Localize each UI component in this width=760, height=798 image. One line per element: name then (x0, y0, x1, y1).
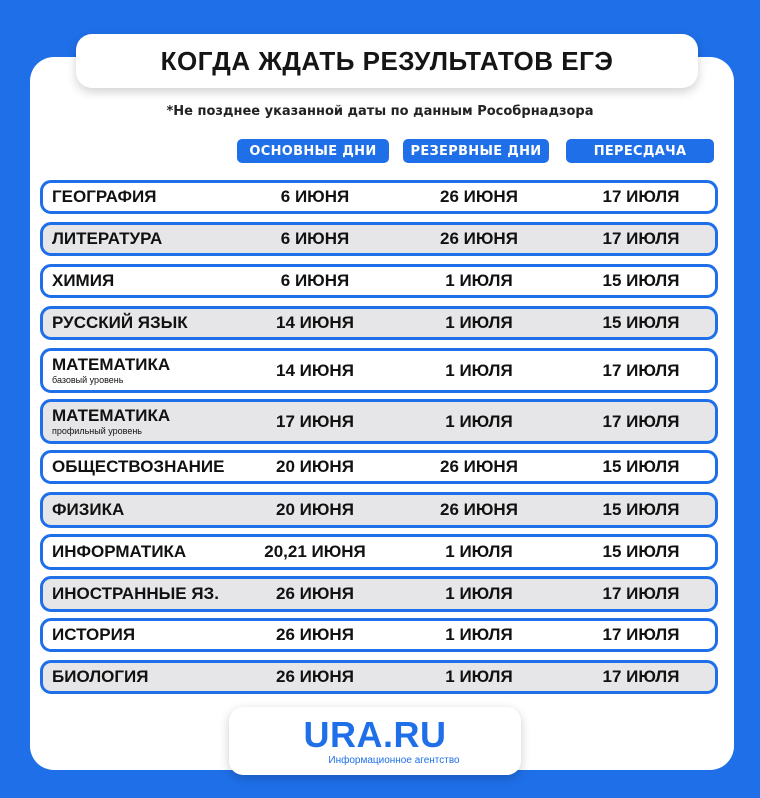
main-date-cell: 20 ИЮНЯ (276, 457, 354, 476)
subject-cell (52, 351, 170, 390)
retake-date-cell: 15 ИЮЛЯ (602, 500, 680, 519)
main-date-cell: 26 ИЮНЯ (276, 667, 354, 686)
reserve-date-cell: 26 ИЮНЯ (440, 500, 518, 519)
subject-cell (52, 537, 186, 567)
main-date-cell: 20,21 ИЮНЯ (264, 542, 366, 561)
table-row (40, 222, 718, 256)
main-date-cell: 26 ИЮНЯ (276, 584, 354, 603)
subject-cell (52, 453, 224, 481)
retake-date-cell: 17 ИЮЛЯ (602, 584, 680, 603)
retake-date-cell: 17 ИЮЛЯ (602, 229, 680, 248)
retake-date-cell: 17 ИЮЛЯ (602, 411, 680, 431)
main-date-cell: 6 ИЮНЯ (280, 229, 350, 248)
retake-date-cell: 15 ИЮЛЯ (602, 457, 680, 476)
table-row (40, 450, 718, 484)
source-note: *Не позднее указанной даты по данным Рособрнадзора (166, 104, 594, 119)
subject-name: БИОЛОГИЯ (52, 667, 149, 687)
reserve-date-cell: 1 ИЮЛЯ (445, 584, 513, 603)
subject-cell (52, 579, 219, 609)
reserve-date-cell: 1 ИЮЛЯ (445, 542, 513, 561)
main-date-cell: 6 ИЮНЯ (280, 187, 350, 206)
main-date-cell: 26 ИЮНЯ (276, 625, 354, 644)
subject-name: ИНФОРМАТИКА (52, 542, 187, 562)
subject-name: МАТЕМАТИКА (52, 354, 171, 374)
reserve-date-cell: 26 ИЮНЯ (440, 229, 518, 248)
subject-cell (52, 663, 148, 691)
subject-name: ФИЗИКА (52, 500, 125, 520)
table-row (40, 306, 718, 340)
subject-cell (52, 495, 124, 525)
reserve-date-cell: 1 ИЮЛЯ (445, 271, 513, 290)
retake-date-cell: 17 ИЮЛЯ (602, 360, 680, 380)
ura-logo: URA.RU (303, 713, 447, 755)
table-row (40, 576, 718, 612)
reserve-date-cell: 1 ИЮЛЯ (445, 411, 513, 431)
retake-date-cell: 15 ИЮЛЯ (602, 542, 680, 561)
column-header-main: ОСНОВНЫЕ ДНИ (237, 139, 389, 163)
main-date-cell: 6 ИЮНЯ (280, 271, 350, 290)
subject-level: профильный уровень (52, 425, 142, 436)
main-date-cell: 20 ИЮНЯ (276, 500, 354, 519)
subject-cell (52, 402, 170, 441)
subject-cell (52, 621, 135, 649)
subject-name: ЛИТЕРАТУРА (52, 229, 163, 249)
subject-cell (52, 183, 156, 211)
retake-date-cell: 15 ИЮЛЯ (602, 313, 680, 332)
subject-name: ОБЩЕСТВОЗНАНИЕ (52, 457, 225, 477)
table-row (40, 264, 718, 298)
table-row (40, 399, 718, 444)
subject-name: ГЕОГРАФИЯ (52, 187, 157, 207)
table-row (40, 618, 718, 652)
reserve-date-cell: 1 ИЮЛЯ (445, 313, 513, 332)
reserve-date-cell: 1 ИЮЛЯ (445, 360, 513, 380)
subject-name: РУССКИЙ ЯЗЫК (52, 313, 188, 333)
subject-name: МАТЕМАТИКА (52, 405, 171, 425)
reserve-date-cell: 1 ИЮЛЯ (445, 667, 513, 686)
subject-level: базовый уровень (52, 374, 124, 385)
title-box (76, 34, 698, 88)
subject-cell (52, 267, 114, 295)
main-date-cell: 14 ИЮНЯ (276, 360, 354, 380)
subject-name: ИНОСТРАННЫЕ ЯЗ. (52, 584, 219, 604)
main-date-cell: 14 ИЮНЯ (276, 313, 354, 332)
retake-date-cell: 17 ИЮЛЯ (602, 187, 680, 206)
reserve-date-cell: 26 ИЮНЯ (440, 457, 518, 476)
column-header-retake: ПЕРЕСДАЧА (566, 139, 714, 163)
logo-box (229, 707, 521, 775)
retake-date-cell: 17 ИЮЛЯ (602, 667, 680, 686)
subject-cell (52, 309, 188, 337)
retake-date-cell: 15 ИЮЛЯ (602, 271, 680, 290)
table-row (40, 534, 718, 570)
table-row (40, 492, 718, 528)
table-row (40, 348, 718, 393)
main-date-cell: 17 ИЮНЯ (276, 411, 354, 431)
column-header-reserve: РЕЗЕРВНЫЕ ДНИ (403, 139, 549, 163)
table-row (40, 180, 718, 214)
reserve-date-cell: 26 ИЮНЯ (440, 187, 518, 206)
subject-name: ИСТОРИЯ (52, 625, 136, 645)
subject-cell (52, 225, 162, 253)
retake-date-cell: 17 ИЮЛЯ (602, 625, 680, 644)
reserve-date-cell: 1 ИЮЛЯ (445, 625, 513, 644)
subject-name: ХИМИЯ (52, 271, 115, 291)
table-row (40, 660, 718, 694)
logo-tagline: Информационное агентство (328, 754, 460, 766)
page-title: КОГДА ЖДАТЬ РЕЗУЛЬТАТОВ ЕГЭ (160, 45, 614, 76)
